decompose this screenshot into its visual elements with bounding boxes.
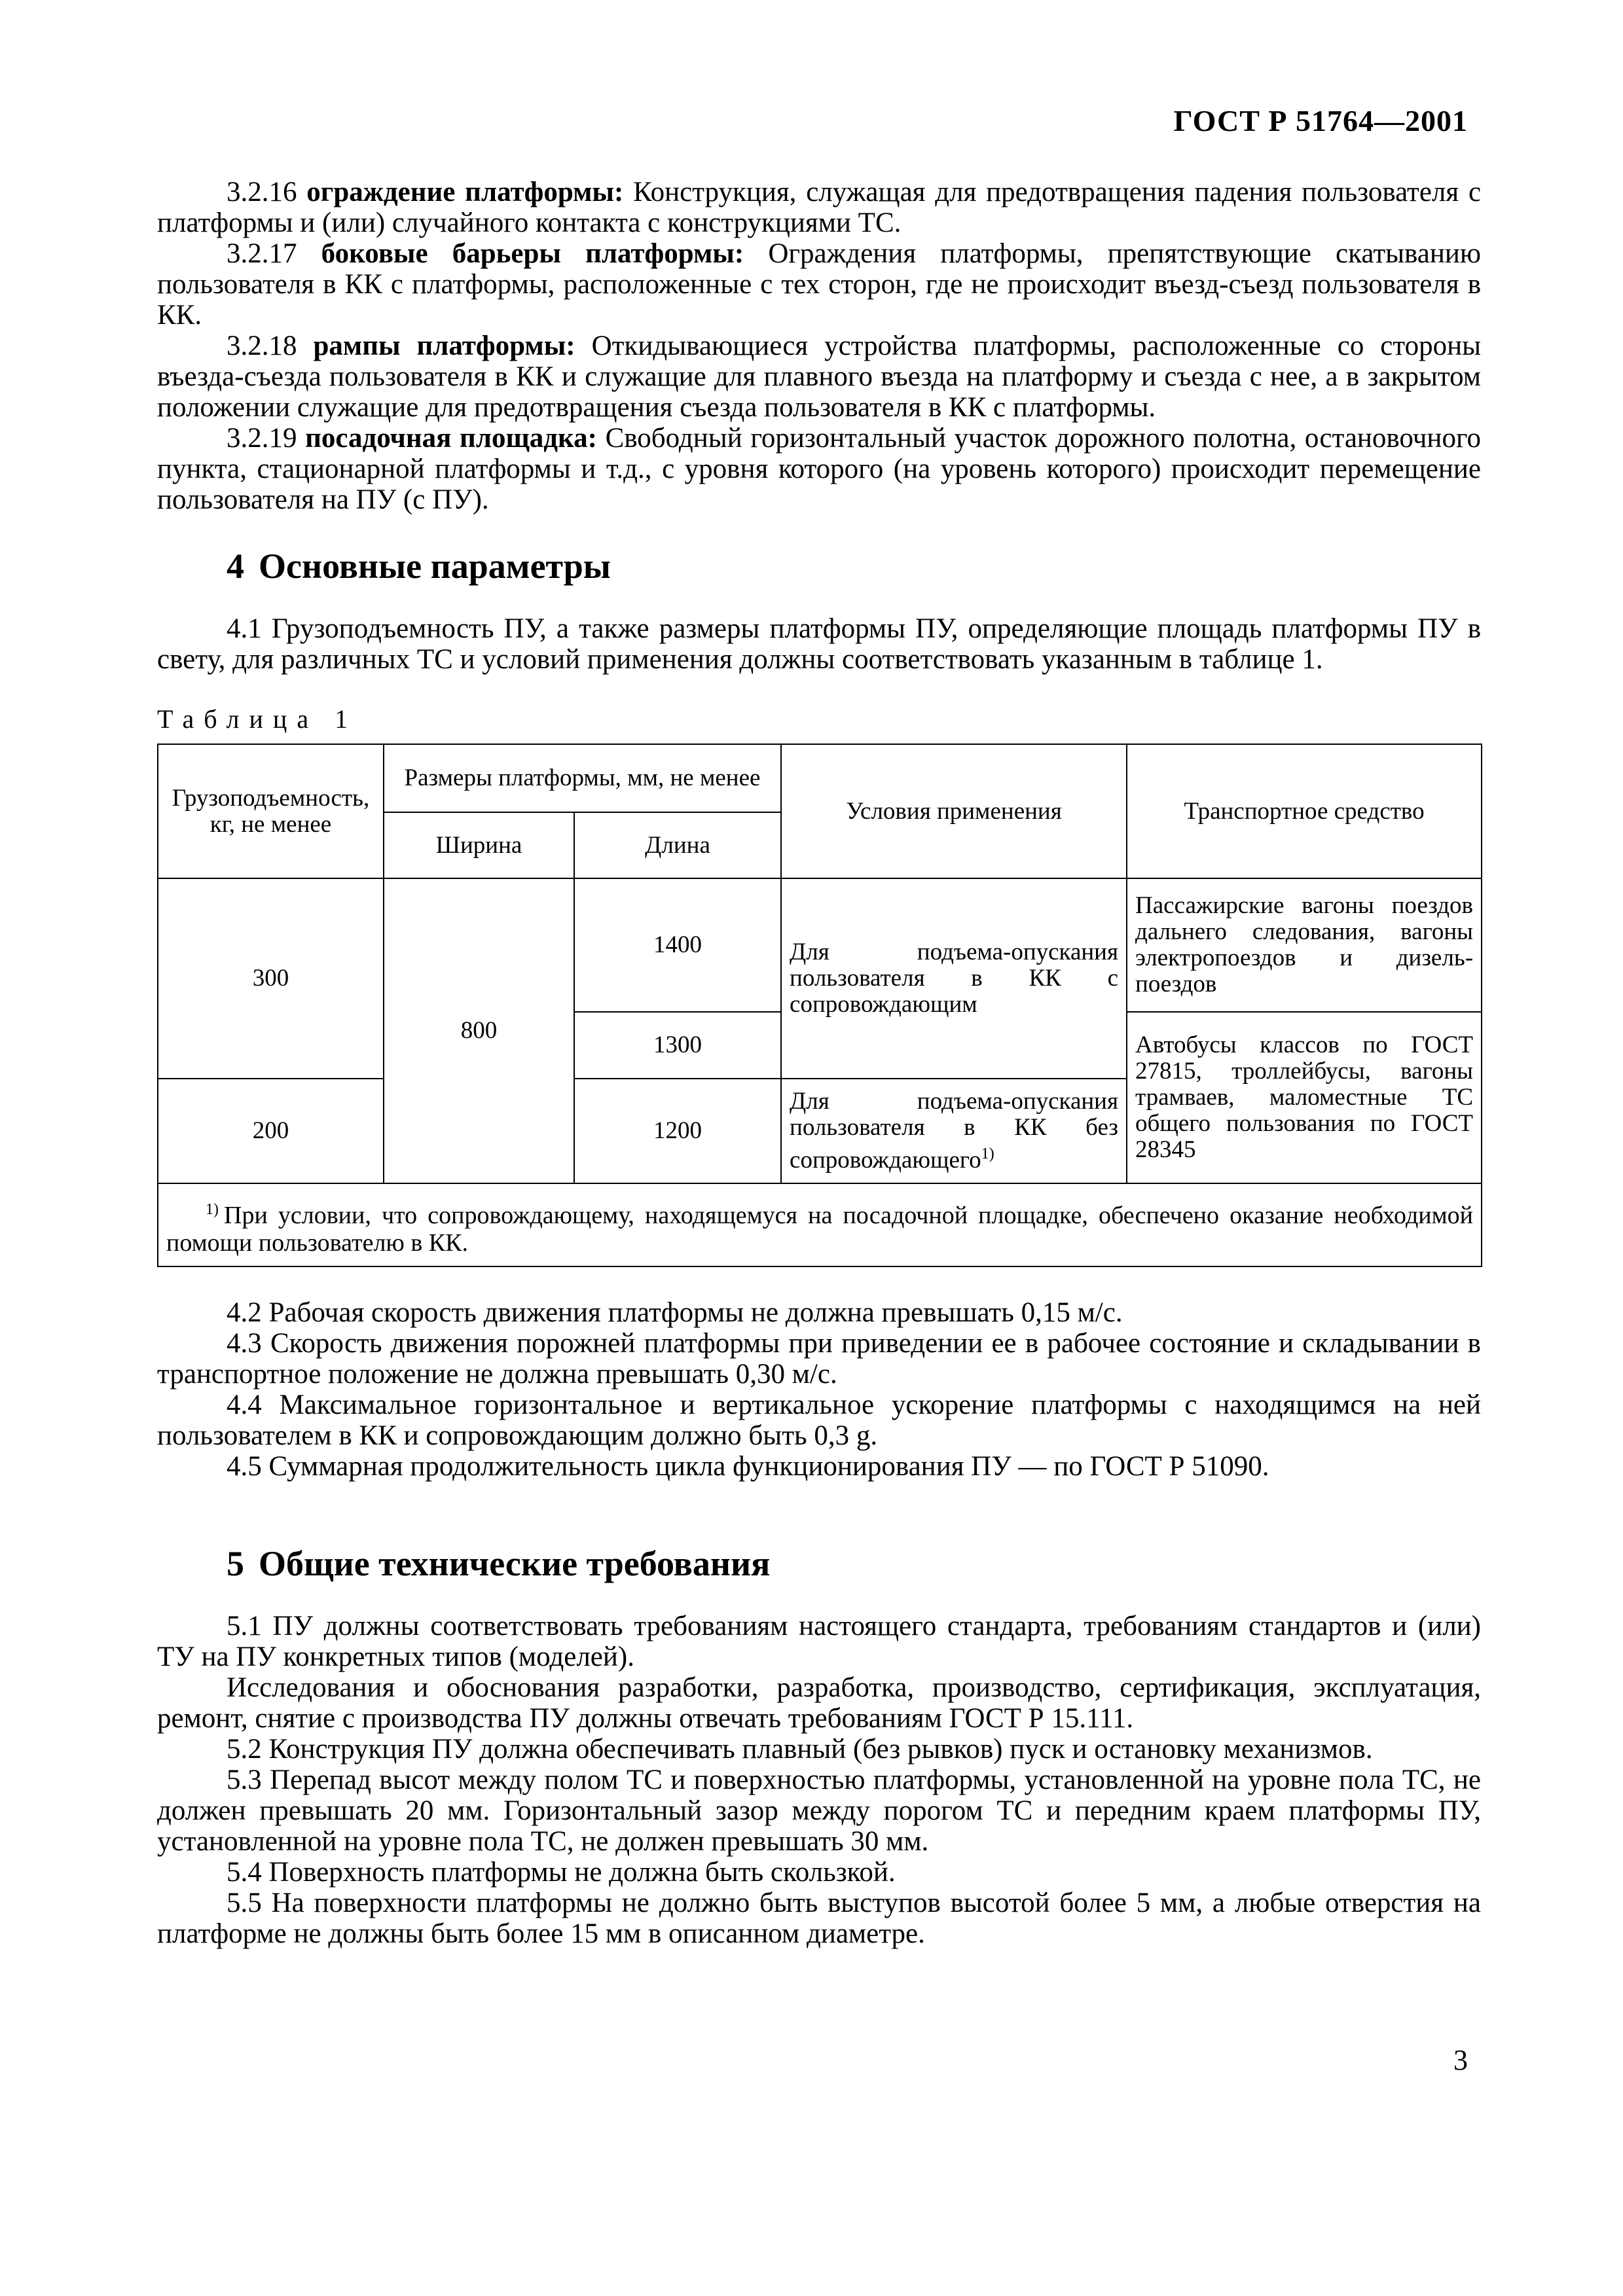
section-number: 5	[227, 1544, 244, 1583]
paragraph-5-4: 5.4 Поверхность платформы не должна быть скользкой.	[227, 1857, 896, 1888]
parameters-table	[157, 744, 1482, 1267]
page-number: 3	[1453, 2044, 1468, 2076]
document-id-header: ГОСТ Р 51764—2001	[1173, 104, 1468, 137]
definition-3-2-17	[157, 238, 1481, 331]
footnote-text: При условии, что сопровождающему, находящемуся на посадочной площадке, обеспечено оказание необходимой помощи пользователю в КК.	[166, 1202, 1474, 1257]
definition-number: 3.2.16	[227, 177, 297, 207]
definition-number: 3.2.19	[227, 423, 297, 454]
section-title: Основные параметры	[259, 547, 611, 586]
paragraph-4-2: 4.2 Рабочая скорость движения платформы не должна превышать 0,15 м/с.	[227, 1297, 1123, 1328]
header-width: Ширина	[384, 812, 574, 878]
cell-conditions-without-escort	[781, 1079, 1127, 1183]
cell-vehicle-trains: Пассажирские вагоны поездов дальнего следования, вагоны электропоездов и дизель-поездов	[1127, 878, 1482, 1012]
table-caption: Таблица 1	[157, 704, 358, 734]
paragraph-5-1-continued: Исследования и обоснования разработки, разработка, производство, сертификация, эксплуатация, ремонт, снятие с производства ПУ должны отвечать требованиям ГОСТ Р 15.111.	[157, 1672, 1481, 1734]
cell-vehicle-buses: Автобусы классов по ГОСТ 27815, троллейбусы, вагоны трамваев, маломестные ТС общего пользования по ГОСТ 28345	[1127, 1012, 1482, 1183]
section-title: Общие технические требования	[259, 1544, 771, 1583]
header-vehicle: Транспортное средство	[1127, 744, 1482, 878]
footnote-reference: 1)	[981, 1145, 994, 1162]
definition-term: рампы платформы:	[313, 331, 575, 361]
header-dimensions: Размеры платформы, мм, не менее	[384, 744, 781, 812]
definition-term: ограждение платформы:	[306, 177, 624, 207]
definition-text: Свободный горизонтальный участок дорожного полотна, остановочного пункта, стационарной платформы и т.д., с уровня которого (на уровень которого) происходит перемещение пользователя на ПУ (с ПУ).	[157, 423, 1482, 515]
header-capacity: Грузоподъемность, кг, не менее	[158, 744, 384, 878]
paragraph-5-2: 5.2 Конструкция ПУ должна обеспечивать плавный (без рывков) пуск и остановку механизмов.	[227, 1734, 1373, 1765]
footnote-marker: 1)	[206, 1201, 219, 1218]
paragraph-5-5: 5.5 На поверхности платформы не должно быть выступов высотой более 5 мм, а любые отверстия на платформе не должны быть более 15 мм в описанном диаметре.	[157, 1888, 1481, 1949]
definition-term: посадочная площадка:	[305, 423, 597, 454]
paragraph-4-1: 4.1 Грузоподъемность ПУ, а также размеры платформы ПУ, определяющие площадь платформы ПУ в свету, для различных ТС и условий применения должны соответствовать указанным в таблице 1.	[157, 613, 1481, 675]
definition-term: боковые барьеры платформы:	[321, 238, 744, 269]
paragraph-4-3: 4.3 Скорость движения порожней платформы при приведении ее в рабочее состояние и складывании в транспортное положение не должна превышать 0,30 м/с.	[157, 1328, 1481, 1390]
section-4-heading	[227, 547, 1481, 586]
cell-width-800: 800	[384, 878, 574, 1183]
definition-3-2-18	[157, 331, 1481, 423]
definition-text: Конструкция, служащая для предотвращения падения пользователя с платформы и (или) случайного контакта с конструкциями ТС.	[157, 177, 1482, 238]
cell-length-1200: 1200	[574, 1079, 781, 1183]
definition-number: 3.2.17	[227, 238, 297, 269]
definition-text: Откидывающиеся устройства платформы, расположенные со стороны въезда-съезда пользователя в КК и служащие для плавного въезда на платформу и съезда с нее, а в закрытом положении служащие для предотвращения съезда пользователя в КК с платформы.	[157, 331, 1482, 423]
section-number: 4	[227, 547, 244, 586]
section-5-heading	[227, 1544, 1481, 1583]
definition-number: 3.2.18	[227, 331, 297, 361]
definition-3-2-19	[157, 423, 1481, 515]
cell-conditions-with-escort: Для подъема-опускания пользователя в КК с сопровождающим	[781, 878, 1127, 1079]
paragraph-4-5: 4.5 Суммарная продолжительность цикла функционирования ПУ — по ГОСТ Р 51090.	[227, 1451, 1269, 1482]
header-length: Длина	[574, 812, 781, 878]
cell-length-1400: 1400	[574, 878, 781, 1012]
page-content	[157, 177, 1481, 1949]
cell-capacity-300: 300	[158, 878, 384, 1079]
paragraph-5-1: 5.1 ПУ должны соответствовать требованиям настоящего стандарта, требованиям стандартов и (или) ТУ на ПУ конкретных типов (моделей).	[157, 1611, 1481, 1672]
definition-3-2-16	[157, 177, 1481, 238]
paragraph-4-4: 4.4 Максимальное горизонтальное и вертикальное ускорение платформы с находящимся на ней пользователем в КК и сопровождающим должно быть 0,3 g.	[157, 1390, 1481, 1451]
table-footnote	[158, 1183, 1482, 1266]
cell-length-1300: 1300	[574, 1012, 781, 1079]
conditions-without-escort-text: Для подъема-опускания пользователя в КК без сопровождающего	[790, 1088, 1119, 1174]
paragraph-5-3: 5.3 Перепад высот между полом ТС и поверхностью платформы, установленной на уровне пола ТС, не должен превышать 20 мм. Горизонтальный зазор между порогом ТС и передним краем платформы ПУ, установленной на уровне пола ТС, не должен превышать 30 мм.	[157, 1765, 1481, 1857]
definition-text: Ограждения платформы, препятствующие скатыванию пользователя в КК с платформы, расположенные с тех сторон, где не происходит въезд-съезд пользователя в КК.	[157, 238, 1481, 331]
cell-capacity-200: 200	[158, 1079, 384, 1183]
header-conditions: Условия применения	[781, 744, 1127, 878]
